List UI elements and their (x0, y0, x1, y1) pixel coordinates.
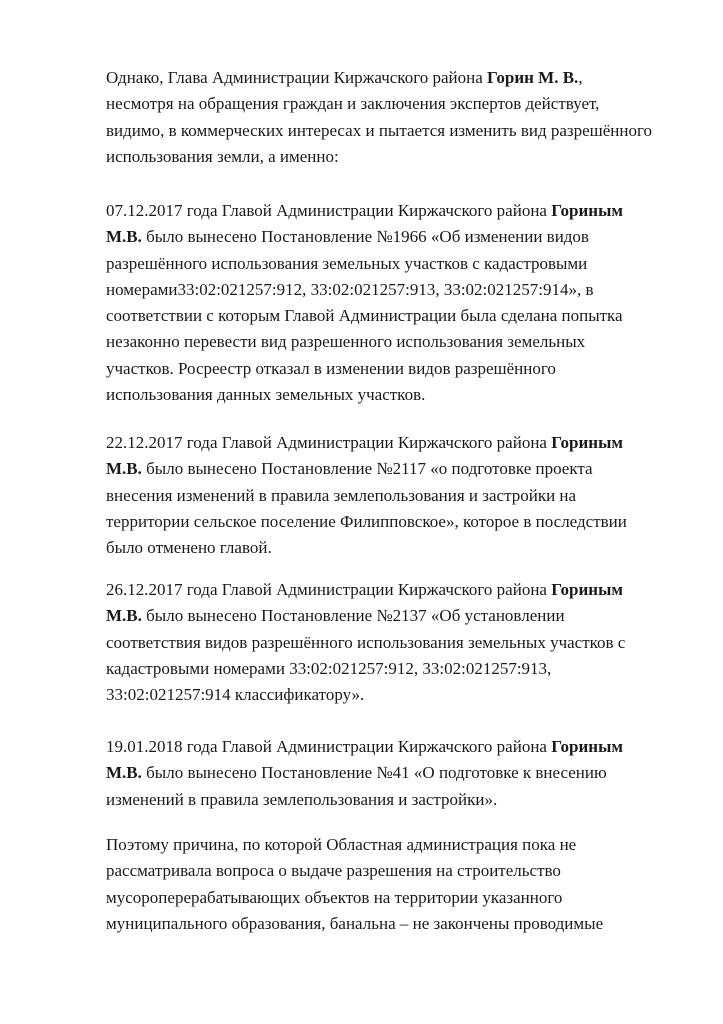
bold-text-run: Гориным (551, 580, 623, 599)
text-line (106, 356, 706, 382)
text-line (106, 277, 706, 303)
text-run: было вынесено Постановление №2117 «о подготовке проекта (141, 459, 593, 479)
text-run: Однако, Глава Администрации Киржачского района (106, 68, 488, 87)
text-line (106, 656, 706, 682)
bold-text-run: М.В. (106, 227, 142, 247)
text-line (106, 65, 706, 91)
text-line (106, 144, 706, 170)
text-line (106, 456, 706, 482)
text-run: несмотря на обращения граждан и заключения экспертов действует, (106, 94, 600, 114)
text-line (106, 483, 706, 509)
text-run: видимо, в коммерческих интересах и пытается изменить вид разрешённого (106, 120, 653, 140)
text-line (106, 630, 706, 656)
text-line (106, 430, 706, 456)
text-run: 19.01.2018 года Главой Администрации Киржачского района (106, 737, 552, 756)
text-run: было вынесено Постановление №1966 «Об изменении видов (141, 227, 589, 247)
bold-text-run: Горин М. В. (487, 68, 579, 87)
text-line (106, 91, 706, 117)
paragraph-conclusion (106, 832, 706, 937)
text-run: разрешённого использования земельных участков с кадастровыми (106, 253, 588, 273)
text-run: использования земли, а именно: (106, 146, 339, 166)
text-run: , (578, 68, 583, 87)
text-line (106, 198, 706, 224)
text-line (106, 760, 706, 786)
text-run: муниципального образования, банальна – не закончены проводимые (106, 913, 604, 933)
bold-text-run: Гориным (551, 433, 623, 452)
text-run: рассматривала вопроса о выдаче разрешения на строительство (106, 861, 561, 881)
text-run: 33:02:021257:914 классификатору». (106, 685, 365, 705)
text-line (106, 224, 706, 250)
paragraph-resolution-2117 (106, 430, 706, 561)
text-line (106, 787, 706, 813)
bold-text-run: М.В. (106, 606, 142, 626)
text-run: номерами33:02:021257:912, 33:02:021257:913, 33:02:021257:914», в (106, 279, 594, 299)
text-run: соответствия видов разрешённого использования земельных участков с (106, 632, 626, 652)
text-line (106, 329, 706, 355)
text-run: внесения изменений в правила землепользования и застройки на (106, 485, 577, 505)
text-run: кадастровыми номерами 33:02:021257:912, 33:02:021257:913, (106, 658, 552, 678)
text-line (106, 603, 706, 629)
text-line (106, 734, 706, 760)
text-run: 22.12.2017 года Главой Администрации Киржачского района (106, 433, 552, 452)
text-run: 07.12.2017 года Главой Администрации Киржачского района (106, 201, 552, 220)
text-run: использования данных земельных участков. (106, 385, 426, 405)
bold-text-run: М.В. (106, 459, 142, 479)
text-line (106, 382, 706, 408)
paragraph-resolution-2137 (106, 577, 706, 708)
text-line (106, 832, 706, 858)
text-run: было отменено главой. (106, 538, 272, 558)
text-line (106, 509, 706, 535)
paragraph-resolution-41 (106, 734, 706, 813)
text-line (106, 885, 706, 911)
text-line (106, 535, 706, 561)
text-run: Поэтому причина, по которой Областная администрация пока не (106, 835, 577, 854)
text-line (106, 858, 706, 884)
text-run: участков. Росреестр отказал в изменении видов разрешённого (106, 358, 556, 378)
text-run: было вынесено Постановление №2137 «Об установлении (141, 606, 565, 626)
text-line (106, 251, 706, 277)
text-run: 26.12.2017 года Главой Администрации Киржачского района (106, 580, 552, 599)
bold-text-run: М.В. (106, 763, 142, 783)
text-run: изменений в правила землепользования и застройки». (106, 789, 498, 809)
text-run: соответствии с которым Главой Администрации была сделана попытка (106, 306, 623, 326)
paragraph-intro (106, 65, 706, 170)
text-line (106, 682, 706, 708)
paragraph-resolution-1966 (106, 198, 706, 408)
bold-text-run: Гориным (551, 201, 623, 220)
text-line (106, 911, 706, 937)
text-run: незаконно перевести вид разрешенного использования земельных (106, 332, 586, 352)
text-line (106, 303, 706, 329)
text-line (106, 577, 706, 603)
text-run: было вынесено Постановление №41 «О подготовке к внесению (141, 763, 607, 783)
text-line (106, 118, 706, 144)
text-run: мусороперерабатывающих объектов на территории указанного (106, 887, 563, 907)
bold-text-run: Гориным (551, 737, 623, 756)
text-run: территории сельское поселение Филипповское», которое в последствии (106, 511, 627, 531)
